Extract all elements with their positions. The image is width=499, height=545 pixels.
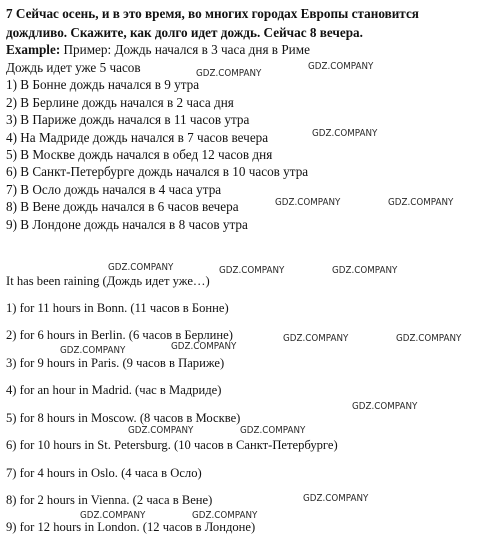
watermark: GDZ.COMPANY <box>219 265 285 276</box>
answer-item-2: 2) for 6 hours in Berlin. (6 часов в Берлине) <box>6 328 233 342</box>
answer-item-9: 9) for 12 hours in London. (12 часов в Лондоне) <box>6 520 256 534</box>
answer-item-1: 1) for 11 hours in Bonn. (11 часов в Бонне) <box>6 301 229 315</box>
task-item-9: 9) В Лондоне дождь начался в 8 часов утра <box>6 217 248 232</box>
watermark: GDZ.COMPANY <box>196 68 262 79</box>
watermark: GDZ.COMPANY <box>308 61 374 72</box>
task-header-line1: 7 Сейчас осень, и в это время, во многих городах Европы становится <box>6 6 419 21</box>
example-line <box>6 42 310 58</box>
watermark: GDZ.COMPANY <box>128 425 194 436</box>
example-label: Example: <box>6 42 61 57</box>
task-item-4: 4) На Мадриде дождь начался в 7 часов вечера <box>6 130 269 145</box>
example-answer: Дождь идет уже 5 часов <box>6 60 141 75</box>
watermark: GDZ.COMPANY <box>283 333 349 344</box>
answer-item-4: 4) for an hour in Madrid. (час в Мадриде) <box>6 383 222 397</box>
watermark: GDZ.COMPANY <box>80 510 146 521</box>
task-item-6: 6) В Санкт-Петербурге дождь начался в 10 часов утра <box>6 164 309 179</box>
watermark: GDZ.COMPANY <box>332 265 398 276</box>
task-item-1: 1) В Бонне дождь начался в 9 утра <box>6 77 200 92</box>
task-item-2: 2) В Берлине дождь начался в 2 часа дня <box>6 95 234 110</box>
task-item-3: 3) В Париже дождь начался в 11 часов утра <box>6 112 250 127</box>
watermark: GDZ.COMPANY <box>192 510 258 521</box>
watermark: GDZ.COMPANY <box>352 401 418 412</box>
watermark: GDZ.COMPANY <box>312 128 378 139</box>
watermark: GDZ.COMPANY <box>303 493 369 504</box>
answer-item-8: 8) for 2 hours in Vienna. (2 часа в Вене) <box>6 493 213 507</box>
watermark: GDZ.COMPANY <box>108 262 174 273</box>
task-item-8: 8) В Вене дождь начался в 6 часов вечера <box>6 199 239 214</box>
watermark: GDZ.COMPANY <box>275 197 341 208</box>
task-header-line2: дождливо. Скажите, как долго идет дождь. Сейчас 8 вечера. <box>6 25 363 40</box>
watermark: GDZ.COMPANY <box>240 425 306 436</box>
answer-item-5: 5) for 8 hours in Moscow. (8 часов в Москве) <box>6 411 241 425</box>
answer-item-3: 3) for 9 hours in Paris. (9 часов в Париже) <box>6 356 225 370</box>
watermark: GDZ.COMPANY <box>388 197 454 208</box>
example-text: Пример: Дождь начался в 3 часа дня в Риме <box>60 42 310 57</box>
watermark: GDZ.COMPANY <box>60 345 126 356</box>
task-item-5: 5) В Москве дождь начался в обед 12 часов дня <box>6 147 273 162</box>
watermark: GDZ.COMPANY <box>171 341 237 352</box>
watermark: GDZ.COMPANY <box>396 333 462 344</box>
answer-item-6: 6) for 10 hours in St. Petersburg. (10 часов в Санкт-Петербурге) <box>6 438 338 452</box>
answer-item-7: 7) for 4 hours in Oslo. (4 часа в Осло) <box>6 466 202 480</box>
answers-intro: It has been raining (Дождь идет уже…) <box>6 274 210 288</box>
task-item-7: 7) В Осло дождь начался в 4 часа утра <box>6 182 222 197</box>
